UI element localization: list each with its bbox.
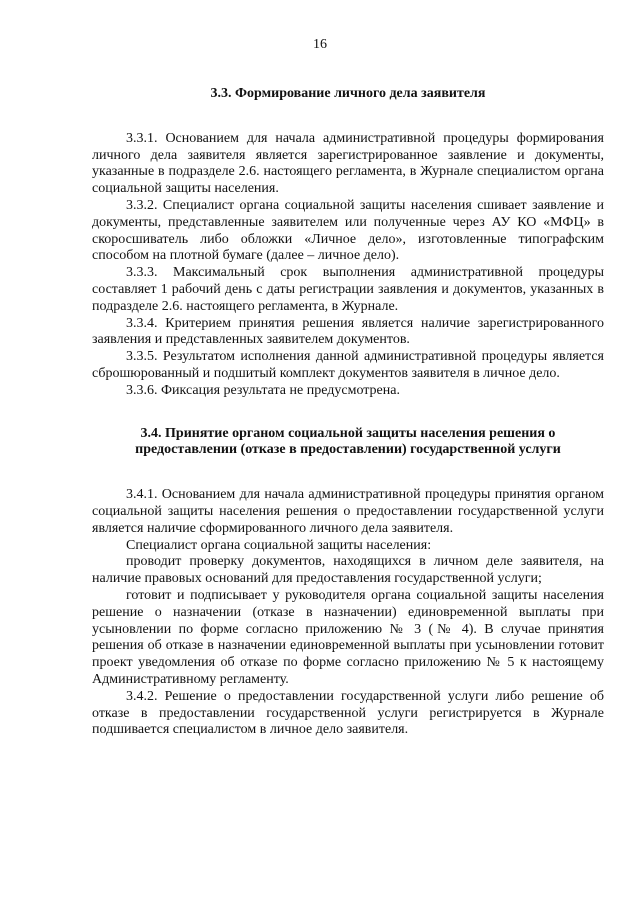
paragraph-3-3-5: 3.3.5. Результатом исполнения данной административной процедуры является сброшюрованный и подшитый комплект документов заявителя в личное дело. xyxy=(92,349,604,381)
paragraph-3-3-4: 3.3.4. Критерием принятия решения является наличие зарегистрированного заявления и представленных заявителем документов. xyxy=(92,315,604,348)
page-number: 16 xyxy=(313,37,327,52)
paragraph-3-3-1: 3.3.1. Основанием для начала административной процедуры формирования личного дела заявителя является зарегистрированное заявление и документы, указанные в подразделе 2.6. настоящего регламента, в Журнале специалистом органа социальной защиты населения. xyxy=(92,130,604,197)
paragraph-3-4-1: 3.4.1. Основанием для начала административной процедуры принятия органом социальной защиты населения решения о предоставлении государственной услуги является наличие сформированного личного дела заявителя. xyxy=(92,487,604,536)
paragraph-3-4-2: 3.4.2. Решение о предоставлении государственной услуги либо решение об отказе в предоставлении государственной услуги регистрируется в Журнале подшивается специалистом в личное дело заявителя. xyxy=(92,688,604,738)
paragraph-3-3-6: 3.3.6. Фиксация результата не предусмотрена. xyxy=(126,382,400,398)
paragraph-check-documents: проводит проверку документов, находящихся в личном деле заявителя, на наличие правовых оснований для предоставления государственной услуги; xyxy=(92,554,604,587)
section-title-3-4: 3.4. Принятие органом социальной защиты населения решения о предоставлении (отказе в предоставлении) государственной услуги xyxy=(135,425,561,458)
paragraph-3-3-2: 3.3.2. Специалист органа социальной защиты населения сшивает заявление и документы, представленные заявителем или полученные через АУ КО «МФЦ» в скоросшиватель либо обложки «Личное дело», изготовленные типографским способом на плотной бумаге (далее – личное дело). xyxy=(92,197,604,264)
section-title-3-3: 3.3. Формирование личного дела заявителя xyxy=(210,86,486,101)
paragraph-prepare-decision: готовит и подписывает у руководителя органа социальной защиты населения решение о назначении (отказе в назначении) единовременной выплаты при усыновлении по форме согласно приложению № 3 (№ 4). В случае принятия решения об отказе в назначении единовременной выплаты при усыновлении готовит проект уведомления об отказе по форме согласно приложению № 5 к настоящему Административному регламенту. xyxy=(92,587,604,687)
paragraph-specialist-intro: Специалист органа социальной защиты населения: xyxy=(126,537,432,553)
document-body xyxy=(92,86,604,739)
paragraph-3-3-3: 3.3.3. Максимальный срок выполнения административной процедуры составляет 1 рабочий день с даты регистрации заявления и документов, указанных в подразделе 2.6. настоящего регламента, в Журнале. xyxy=(92,265,604,314)
